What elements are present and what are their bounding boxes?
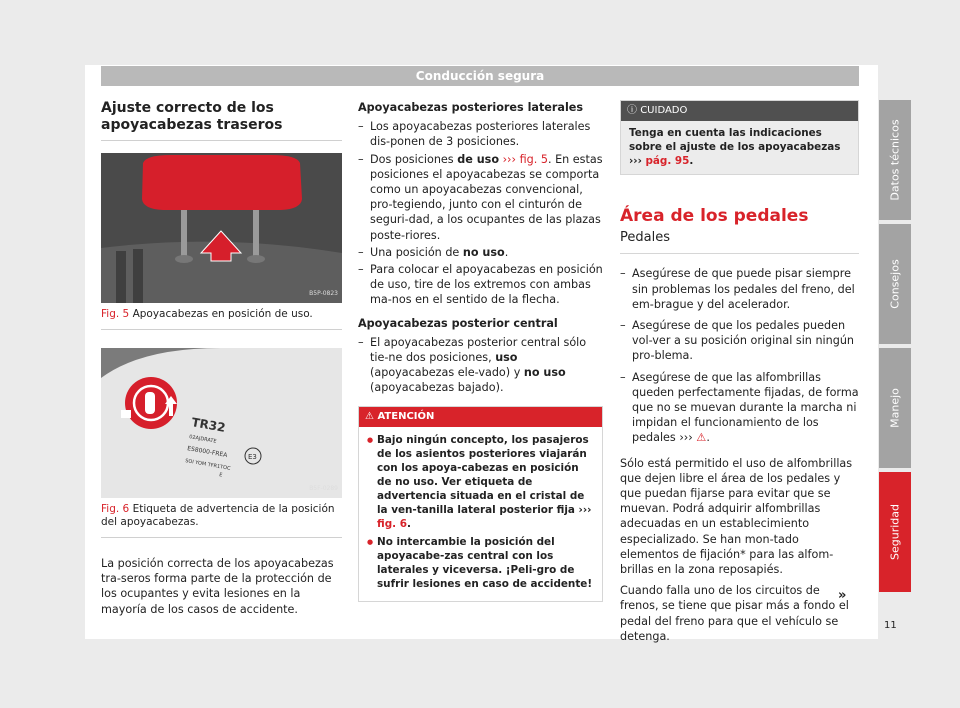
subheading-lateral: Apoyacabezas posteriores laterales [358,101,584,114]
figure-6-image [101,348,342,498]
figure-code: B5F-0289 [309,484,338,492]
list-item: – Una posición de no uso. [358,245,603,260]
list-item: – El apoyacabezas posterior central sólo tie-ne dos posiciones, uso (apoyacabezas ele-vado) y no uso (apoyacabezas bajado). [358,335,603,396]
continue-marker: » [838,588,847,603]
warning-header: ⚠ ATENCIÓN [359,407,602,427]
list-item: – Asegúrese de que puede pisar siempre sin problemas los pedales del freno, del em-brague y del acelerador. [620,266,859,312]
figure-5-caption [101,303,342,330]
tab-seguridad[interactable]: Seguridad [879,472,911,592]
warning-box [358,406,603,602]
warning-bullet: ● Bajo ningún concepto, los pasajeros de los asientos posteriores viajarán con los apoya-cabezas en posición de no uso. Ver etiqueta de advertencia situada en el cristal de la ven-tanilla lateral posterior fija ››› fig. 6. [367,433,594,531]
fig-5-link[interactable]: fig. 5 [519,152,548,166]
section-title: Ajuste correcto de los apoyacabezas traseros [101,100,342,141]
fig-6-link[interactable]: fig. 6 [377,517,407,530]
list-item: – Dos posiciones de uso ››› fig. 5. En estas posiciones el apoyacabezas se comporta como un apoyacabezas convencional, pro-tegiendo, junto con el cinturón de seguri-dad, a los ocupantes de las plazas poste-riores. [358,152,603,243]
caption-text: Etiqueta de advertencia de la posición del apoyacabezas. [101,503,335,528]
body-paragraph: La posición correcta de los apoyacabezas tra-seros forma parte de la protección de los ocupantes y evita lesiones en la mayoría de los casos de accidente. [101,557,334,616]
page-95-link[interactable]: pág. 95 [645,155,690,167]
warning-triangle-icon: ⚠ [365,410,374,422]
list-item: – Para colocar el apoyacabezas en posición de uso, tire de los extremos con ambas ma-nos en el sentido de la flecha. [358,262,603,308]
list-item: – Asegúrese de que las alfombrillas queden perfectamente fijadas, de forma que no se muevan durante la marcha ni impidan el funcionamiento de los pedales ››› ⚠. [620,370,859,446]
subheading-central: Apoyacabezas posterior central [358,316,558,330]
label-line-3: ES8000-FREA [186,445,228,460]
column-1 [101,100,342,621]
figure-label: Fig. 6 [101,503,130,515]
header-bar: Conducción segura [101,66,859,86]
page-number: 11 [884,620,897,631]
label-line-4: SOI YOM TFR1TOC [184,458,231,472]
tab-manejo[interactable]: Manejo [879,348,911,468]
caution-box [620,100,859,175]
label-line-2: 02AJDRATE [188,434,217,445]
list-item: – Asegúrese de que los pedales pueden vol-ver a su posición original sin ningún pro-blema. [620,318,859,364]
caption-text: Apoyacabezas en posición de uso. [132,308,313,320]
warning-bullet: ● No intercambie la posición del apoyacabe-zas central con los laterales y viceversa. ¡Peli-gro de sufrir lesiones en caso de accidente! [367,535,594,591]
warning-body [359,427,602,601]
label-badge: E3 [248,453,257,461]
body-paragraph: Cuando falla uno de los circuitos de frenos, se tiene que pisar más a fondo el pedal del freno para que el vehículo se detenga. [620,584,849,643]
warning-label-illustration [101,348,342,498]
tab-datos-tecnicos[interactable]: Datos técnicos [879,100,911,220]
label-line-5: E [218,472,223,479]
figure-5-image [101,153,342,303]
body-paragraph: Sólo está permitido el uso de alfombrillas que dejen libre el área de los pedales y que puedan fijarse para evitar que se muevan. Podrá adquirir alfombrillas adecuadas en un establecimiento especializado. Se han mon-tado elementos de fijación* para las alfom-brillas en la zona reposapiés. [620,456,853,577]
figure-label: Fig. 5 [101,308,130,320]
info-circle-icon: ⓘ [627,105,637,116]
label-line-1: TR32 [190,415,227,435]
headrest-illustration [101,153,342,303]
list-item: – Los apoyacabezas posteriores laterales dis-ponen de 3 posiciones. [358,119,603,149]
tab-consejos[interactable]: Consejos [879,224,911,344]
caution-body: Tenga en cuenta las indicaciones sobre el ajuste de los apoyacabezas ››› pág. 95. [621,121,858,174]
column-3 [620,100,859,648]
warning-triangle-icon: ⚠ [696,431,707,445]
caution-header: ⓘ CUIDADO [621,101,858,121]
figure-code: B5P-0823 [309,289,338,297]
subsection-title-pedals: Pedales [620,230,859,254]
section-title-pedal-area: Área de los pedales [620,206,809,226]
column-2 [358,100,603,602]
figure-6-caption [101,498,342,538]
